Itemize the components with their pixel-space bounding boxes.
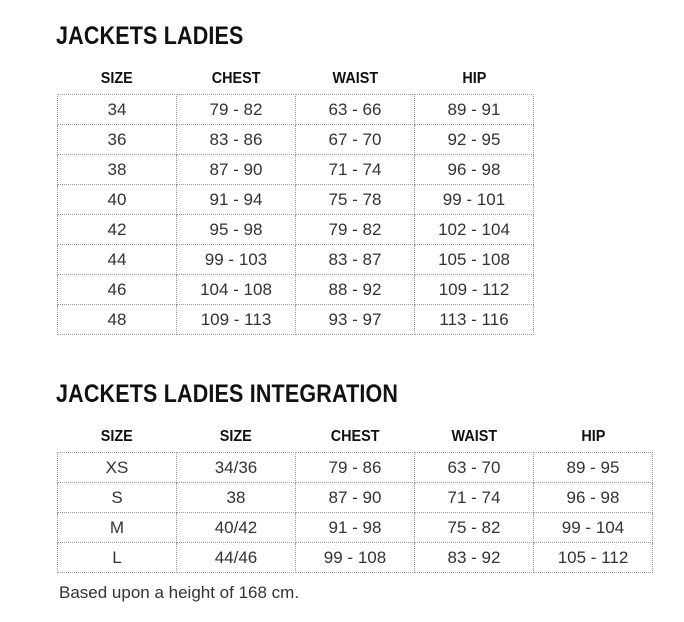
table-cell: 36	[58, 125, 177, 155]
column-header-size-number: SIZE	[219, 428, 253, 445]
table-cell: 46	[58, 275, 177, 305]
table-cell: 79 - 86	[296, 453, 415, 483]
table-cell: 96 - 98	[415, 155, 534, 185]
table-cell: 79 - 82	[177, 95, 296, 125]
table-cell: 99 - 108	[296, 543, 415, 573]
table-cell: 93 - 97	[296, 305, 415, 335]
table-row	[58, 215, 534, 245]
table-cell: 83 - 86	[177, 125, 296, 155]
table-cell: 83 - 92	[415, 543, 534, 573]
table-cell: 38	[58, 155, 177, 185]
table-cell: L	[58, 543, 177, 573]
table-cell: 89 - 91	[415, 95, 534, 125]
jackets-ladies-title: JACKETS LADIES	[56, 22, 244, 50]
table-cell: 95 - 98	[177, 215, 296, 245]
table-row	[58, 245, 534, 275]
table-cell: 92 - 95	[415, 125, 534, 155]
table-row	[58, 453, 653, 483]
table-cell: 63 - 70	[415, 453, 534, 483]
table-cell: 44	[58, 245, 177, 275]
column-header-chest: CHEST	[330, 428, 380, 445]
table-row	[58, 185, 534, 215]
table-row	[58, 543, 653, 573]
table-cell: 105 - 108	[415, 245, 534, 275]
column-header-hip: HIP	[580, 428, 605, 445]
table-header-row	[58, 64, 534, 95]
table-cell: 99 - 104	[534, 513, 653, 543]
table-cell: M	[58, 513, 177, 543]
column-header-hip: HIP	[461, 70, 486, 87]
table-cell: XS	[58, 453, 177, 483]
table-cell: 63 - 66	[296, 95, 415, 125]
table-cell: 38	[177, 483, 296, 513]
table-cell: S	[58, 483, 177, 513]
table-cell: 104 - 108	[177, 275, 296, 305]
table-cell: 75 - 82	[415, 513, 534, 543]
table-cell: 91 - 98	[296, 513, 415, 543]
table-cell: 88 - 92	[296, 275, 415, 305]
table-row	[58, 275, 534, 305]
table-cell: 96 - 98	[534, 483, 653, 513]
table-cell: 102 - 104	[415, 215, 534, 245]
jackets-ladies-table	[57, 64, 534, 335]
table-cell: 48	[58, 305, 177, 335]
jackets-ladies-integration-title: JACKETS LADIES INTEGRATION	[56, 380, 399, 408]
table-cell: 109 - 112	[415, 275, 534, 305]
table-cell: 83 - 87	[296, 245, 415, 275]
table-cell: 34/36	[177, 453, 296, 483]
table-cell: 34	[58, 95, 177, 125]
table-cell: 75 - 78	[296, 185, 415, 215]
column-header-chest: CHEST	[211, 70, 261, 87]
table-cell: 71 - 74	[296, 155, 415, 185]
table-row	[58, 483, 653, 513]
table-cell: 79 - 82	[296, 215, 415, 245]
column-header-size: SIZE	[100, 70, 134, 87]
table-cell: 99 - 103	[177, 245, 296, 275]
column-header-waist: WAIST	[451, 428, 497, 445]
jackets-ladies-integration-table	[57, 422, 653, 573]
table-cell: 113 - 116	[415, 305, 534, 335]
table-cell: 87 - 90	[296, 483, 415, 513]
table-cell: 40/42	[177, 513, 296, 543]
column-header-size-letter: SIZE	[100, 428, 134, 445]
table-cell: 67 - 70	[296, 125, 415, 155]
table-cell: 109 - 113	[177, 305, 296, 335]
table-cell: 44/46	[177, 543, 296, 573]
table-cell: 40	[58, 185, 177, 215]
height-note: Based upon a height of 168 cm.	[59, 583, 300, 602]
table-row	[58, 125, 534, 155]
table-row	[58, 513, 653, 543]
table-cell: 71 - 74	[415, 483, 534, 513]
table-cell: 91 - 94	[177, 185, 296, 215]
table-cell: 99 - 101	[415, 185, 534, 215]
table-cell: 87 - 90	[177, 155, 296, 185]
table-cell: 89 - 95	[534, 453, 653, 483]
table-cell: 105 - 112	[534, 543, 653, 573]
table-row	[58, 305, 534, 335]
column-header-waist: WAIST	[332, 70, 378, 87]
table-header-row	[58, 422, 653, 453]
table-cell: 42	[58, 215, 177, 245]
table-row	[58, 155, 534, 185]
table-row	[58, 95, 534, 125]
